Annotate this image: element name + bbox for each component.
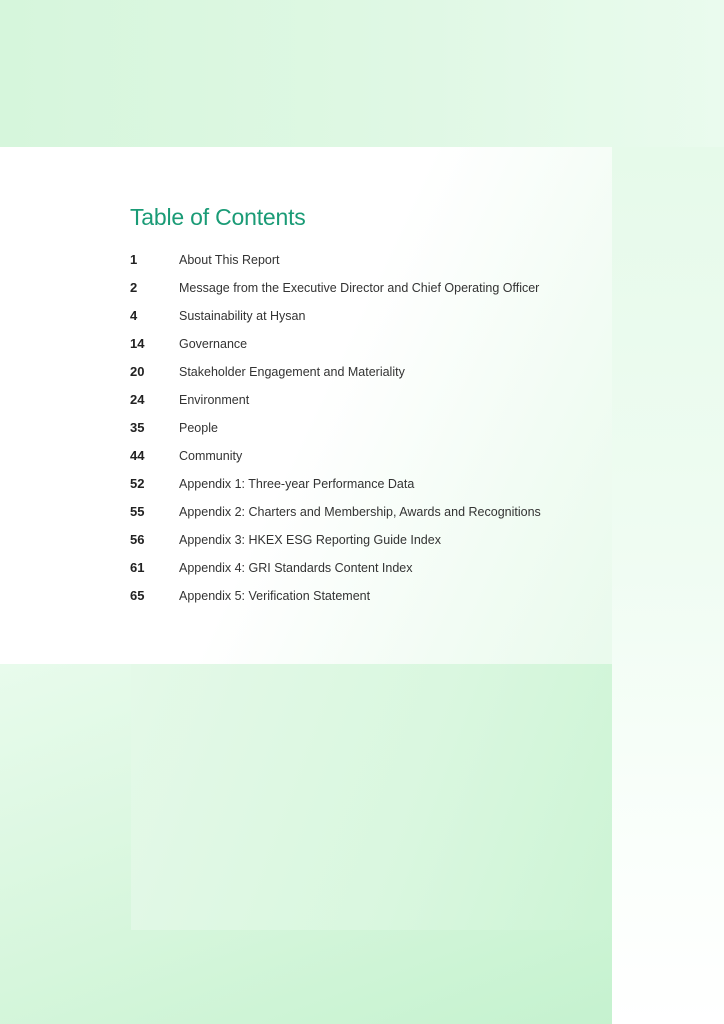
toc-page-number: 14: [130, 336, 145, 351]
toc-entry-appendix-2[interactable]: [130, 504, 600, 532]
toc-entry-people[interactable]: [130, 420, 600, 448]
background-decorative-panel: [131, 664, 612, 930]
toc-entry-message[interactable]: [130, 280, 600, 308]
page-title: Table of Contents: [130, 204, 306, 230]
toc-entry-label: Environment: [179, 393, 250, 407]
toc-list: [130, 252, 600, 616]
toc-entry-label: About This Report: [179, 253, 280, 267]
toc-entry-environment[interactable]: [130, 392, 600, 420]
toc-page-number: 65: [130, 588, 145, 603]
toc-page-number: 2: [130, 280, 138, 295]
toc-entry-label: Appendix 2: Charters and Membership, Awards and Recognitions: [179, 505, 541, 519]
toc-page-number: 44: [130, 448, 145, 463]
toc-entry-label: Appendix 1: Three-year Performance Data: [179, 477, 415, 491]
table-of-contents: [130, 200, 600, 616]
toc-entry-label: Appendix 3: HKEX ESG Reporting Guide Index: [179, 533, 441, 547]
toc-entry-appendix-5[interactable]: [130, 588, 600, 616]
toc-entry-appendix-3[interactable]: [130, 532, 600, 560]
toc-entry-label: Stakeholder Engagement and Materiality: [179, 365, 405, 379]
toc-page-number: 20: [130, 364, 145, 379]
toc-entry-community[interactable]: [130, 448, 600, 476]
toc-entry-stakeholder-engagement[interactable]: [130, 364, 600, 392]
toc-entry-appendix-4[interactable]: [130, 560, 600, 588]
toc-entry-label: Appendix 4: GRI Standards Content Index: [179, 561, 413, 575]
toc-page-number: 52: [130, 476, 145, 491]
toc-page-number: 61: [130, 560, 145, 575]
toc-page-number: 35: [130, 420, 145, 435]
toc-entry-sustainability[interactable]: [130, 308, 600, 336]
background-right-strip: [612, 147, 724, 1024]
toc-entry-label: Message from the Executive Director and Chief Operating Officer: [179, 281, 540, 295]
toc-entry-label: Appendix 5: Verification Statement: [179, 589, 371, 603]
toc-page-number: 56: [130, 532, 145, 547]
toc-entry-appendix-1[interactable]: [130, 476, 600, 504]
toc-entry-label: Governance: [179, 337, 248, 351]
toc-entry-label: Community: [179, 449, 243, 463]
toc-entry-label: People: [179, 421, 218, 435]
toc-page-number: 55: [130, 504, 145, 519]
toc-entry-about-this-report[interactable]: [130, 252, 600, 280]
toc-entry-label: Sustainability at Hysan: [179, 309, 306, 323]
toc-page-number: 24: [130, 392, 145, 407]
toc-entry-governance[interactable]: [130, 336, 600, 364]
toc-page-number: 1: [130, 252, 138, 267]
background-top-band: [0, 0, 724, 147]
toc-page-number: 4: [130, 308, 138, 323]
